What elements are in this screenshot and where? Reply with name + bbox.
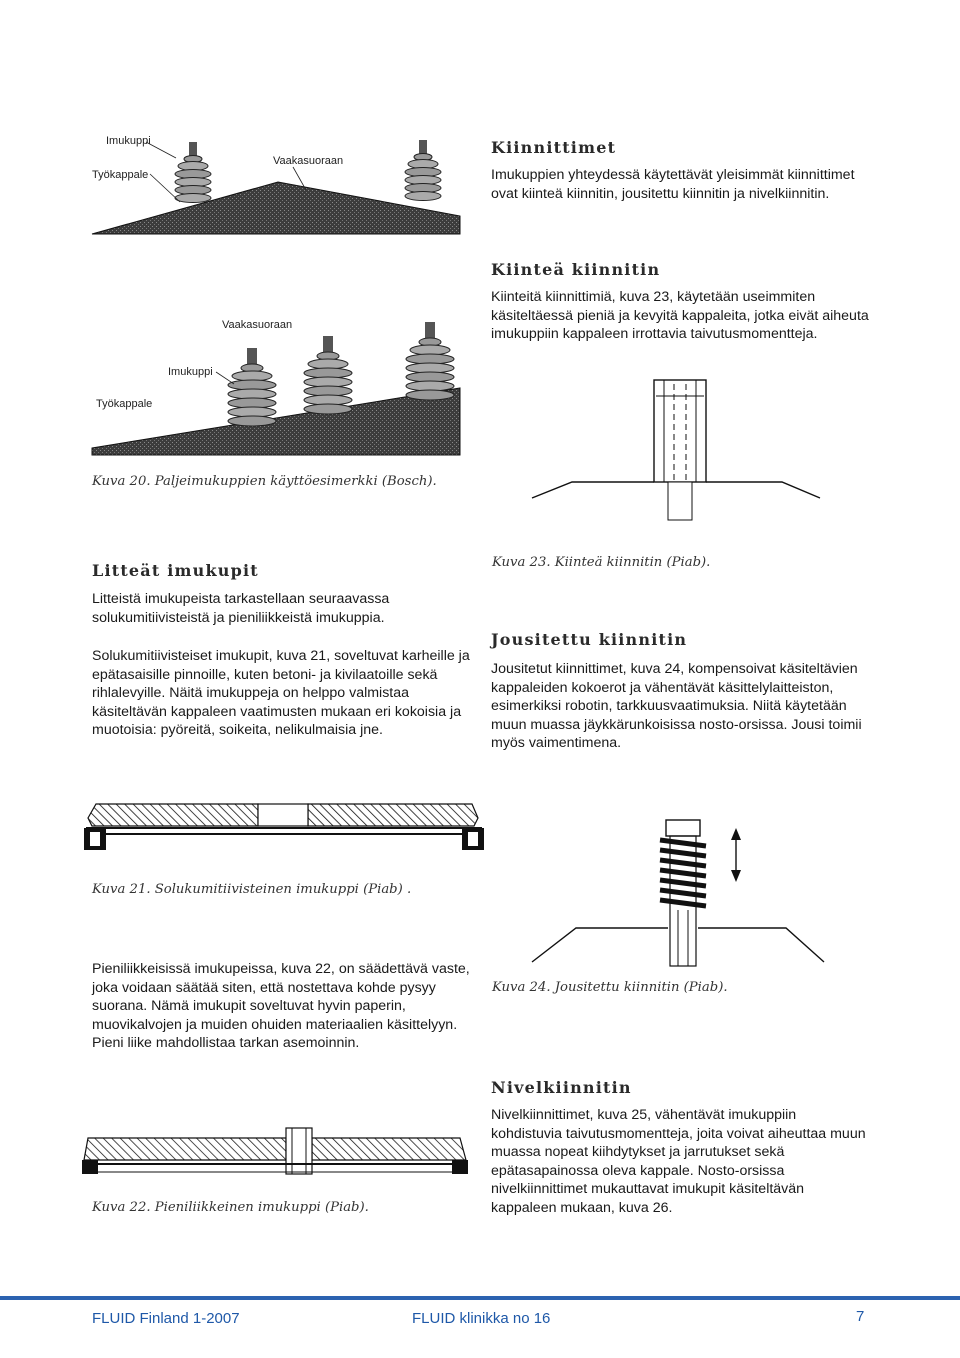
paragraph-kiintea-kiinnitin: Kiinteitä kiinnittimiä, kuva 23, käytetään useimmiten käsiteltäessä pieniä ja kevyitä kappaleita, jotka eivät aiheuta imukuppiin kappaleen irrottavia taivutusmomentteja.	[491, 289, 869, 343]
double-arrow	[731, 828, 741, 882]
heading-kiinnittimet: Kiinnittimet	[491, 138, 617, 157]
label-tyokappale-top: Työkappale	[92, 169, 149, 181]
heading-litteat-imukupit: Litteät imukupit	[92, 561, 259, 580]
figure-24-drawing	[528, 816, 828, 972]
adjustable-stop	[286, 1128, 312, 1174]
page-number: 7	[856, 1308, 865, 1325]
figure-22	[80, 1124, 470, 1184]
figure-22-caption: Kuva 22. Pieniliikkeinen imukuppi (Piab).	[92, 1200, 369, 1215]
heading-jousitettu-kiinnitin: Jousitettu kiinnitin	[491, 630, 688, 649]
paragraph-nivelkiinnitin: Nivelkiinnittimet, kuva 25, vähentävät imukuppiin kohdistuvia taivutusmomentteja, joita voivat aiheuttaa muun muassa nopeat kiihdytykset ja jarrutukset sekä epätasapainossa oleva kappale. Nosto-orsissa nivelkiinnittimet mukauttavat imukupit käsiteltävän kappaleen mukaan, kuva 26.	[491, 1107, 866, 1216]
paragraph-litteat-2: Solukumitiivisteiset imukupit, kuva 21, soveltuvat karheille ja epätasaisille pinnoille, kuten betoni- ja kivilaatoille sekä rihlalevyille. Näitä imukuppeja on helppo valmistaa käsiteltävän kappaleen vaatimusten mukaan eri kokoisia ja muotoisia: pyöreitä, soikeita, nelikulmaisia jne.	[92, 648, 470, 739]
figure-23-drawing	[528, 376, 828, 526]
workpiece-mound	[92, 182, 460, 234]
figure-20-caption: Kuva 20. Paljeimukuppien käyttöesimerkki (Bosch).	[92, 474, 437, 489]
spring-coil	[660, 840, 706, 906]
label-vaakasuoraan-bottom: Vaakasuoraan	[222, 319, 293, 331]
bellows-cup-1	[175, 142, 211, 203]
center-port	[258, 804, 308, 826]
footer-rule	[0, 1296, 960, 1300]
heading-kiintea-kiinnitin: Kiinteä kiinnitin	[491, 260, 661, 279]
label-imukuppi-bottom: Imukuppi	[168, 366, 213, 378]
bellows-cup-2	[405, 140, 441, 201]
figure-23	[528, 376, 828, 526]
figure-23-caption: Kuva 23. Kiinteä kiinnitin (Piab).	[492, 555, 711, 570]
paragraph-pieniliikkeiset: Pieniliikkeisissä imukupeissa, kuva 22, on säädettävä vaste, joka voidaan säätää siten, että nostettava kohde pysyy suorana. Nämä imukupit soveltuvat hyvin paperin, muovikalvojen ja muiden ohuiden materiaalien käsittelyyn. Pieni liike mahdollistaa tarkan asemoinnin.	[92, 961, 470, 1052]
mount-body	[654, 380, 706, 482]
figure-21-caption: Kuva 21. Solukumitiivisteinen imukuppi (Piab) .	[92, 882, 412, 897]
paragraph-litteat-1: Litteistä imukupeista tarkastellaan seuraavassa solukumitiivisteistä ja pieniliikkeistä imukuppia.	[92, 591, 390, 626]
label-tyokappale-bottom: Työkappale	[96, 398, 153, 410]
figure-20	[88, 130, 472, 460]
bellows-cup-5	[406, 322, 454, 400]
figure-21	[82, 796, 486, 860]
figure-24	[528, 816, 828, 972]
paragraph-jousitettu-kiinnitin: Jousitetut kiinnittimet, kuva 24, kompensoivat käsiteltävien kappaleiden kokoerot ja vähentävät käsittelylaitteiston, esimerkiksi robotin, tarkkuusvaatimuksia. Niitä käytetään muun muassa jäykkärunkoisissa nosto-orsissa. Jousi toimii myös vaimentimena.	[491, 661, 862, 752]
bellows-cup-4	[304, 336, 352, 414]
figure-20-drawing	[88, 130, 472, 460]
figure-24-caption: Kuva 24. Jousitettu kiinnitin (Piab).	[492, 980, 728, 995]
footer-magazine: FLUID Finland 1-2007	[92, 1310, 240, 1327]
bellows-cup-3	[228, 348, 276, 426]
figure-22-drawing	[80, 1124, 470, 1184]
label-imukuppi-top: Imukuppi	[106, 135, 151, 147]
label-vaakasuoraan-top: Vaakasuoraan	[273, 155, 344, 167]
footer-column-title: FLUID klinikka no 16	[412, 1310, 551, 1327]
paragraph-kiinnittimet: Imukuppien yhteydessä käytettävät yleisimmät kiinnittimet ovat kiinteä kiinnitin, jousitettu kiinnitin ja nivelkiinnitin.	[491, 167, 855, 202]
heading-nivelkiinnitin: Nivelkiinnitin	[491, 1078, 632, 1097]
figure-21-drawing	[82, 796, 486, 860]
